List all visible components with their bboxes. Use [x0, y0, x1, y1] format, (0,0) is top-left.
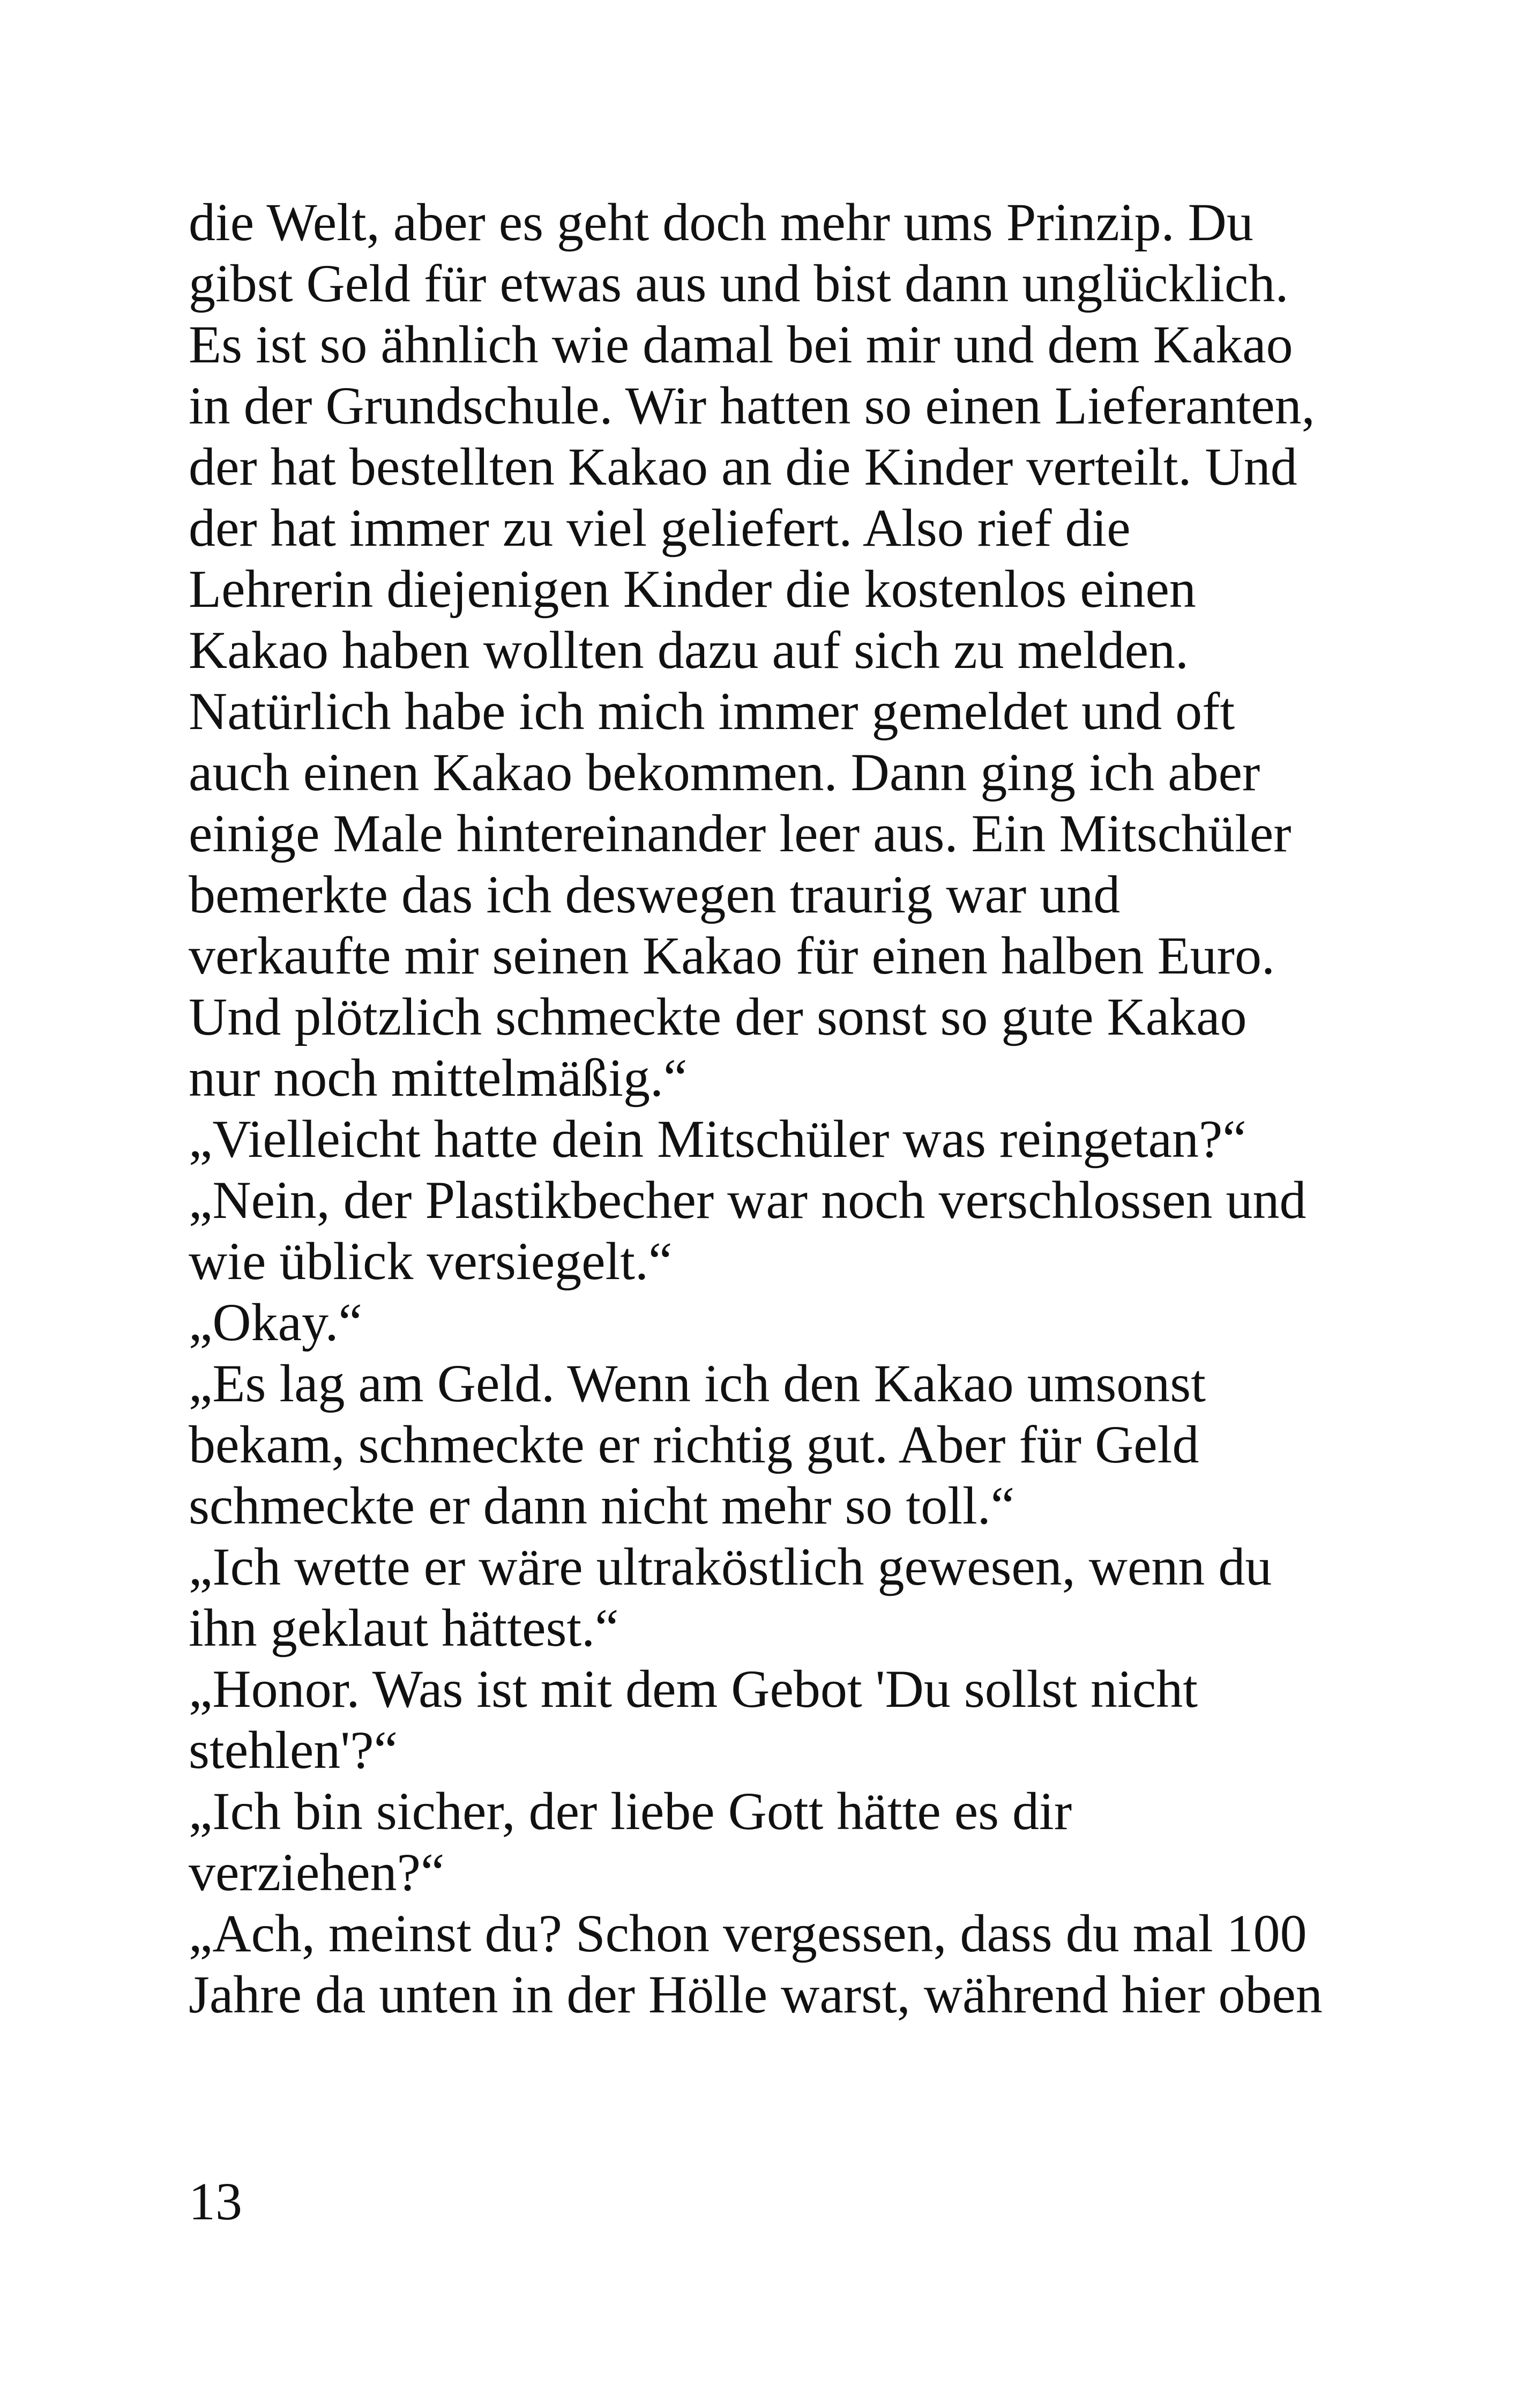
text-line: „Nein, der Plastikbecher war noch verschlossen und [189, 1170, 1307, 1230]
body-text [189, 192, 1410, 2025]
text-line: Natürlich habe ich mich immer gemeldet und oft [189, 681, 1235, 741]
text-line: Jahre da unten in der Hölle warst, während hier oben [189, 1965, 1323, 2024]
text-line: Kakao haben wollten dazu auf sich zu melden. [189, 620, 1189, 680]
text-line: verziehen?“ [189, 1842, 445, 1902]
text-line: in der Grundschule. Wir hatten so einen Lieferanten, [189, 376, 1315, 435]
text-line: „Vielleicht hatte dein Mitschüler was reingetan?“ [189, 1109, 1246, 1169]
text-line: gibst Geld für etwas aus und bist dann unglücklich. [189, 254, 1289, 313]
text-line: stehlen'?“ [189, 1720, 398, 1780]
text-line: einige Male hintereinander leer aus. Ein Mitschüler [189, 804, 1291, 863]
text-line: bekam, schmeckte er richtig gut. Aber für Geld [189, 1415, 1199, 1474]
text-line: „Es lag am Geld. Wenn ich den Kakao umsonst [189, 1354, 1206, 1413]
text-line: wie üblick versiegelt.“ [189, 1231, 673, 1291]
text-line: Lehrerin diejenigen Kinder die kostenlos einen [189, 559, 1196, 619]
text-line: der hat immer zu viel geliefert. Also rief die [189, 498, 1131, 558]
text-line: „Ich bin sicher, der liebe Gott hätte es dir [189, 1781, 1072, 1841]
text-line: ihn geklaut hättest.“ [189, 1598, 619, 1658]
text-line: „Ich wette er wäre ultraköstlich gewesen, wenn du [189, 1537, 1272, 1596]
text-line: die Welt, aber es geht doch mehr ums Prinzip. Du [189, 192, 1253, 252]
text-line: Und plötzlich schmeckte der sonst so gute Kakao [189, 987, 1247, 1046]
text-line: bemerkte das ich deswegen traurig war und [189, 865, 1121, 924]
page-number: 13 [189, 2172, 242, 2231]
text-line: „Okay.“ [189, 1292, 362, 1352]
text-line: „Ach, meinst du? Schon vergessen, dass du mal 100 [189, 1904, 1307, 1963]
text-line: Es ist so ähnlich wie damal bei mir und dem Kakao [189, 315, 1293, 374]
text-line: verkaufte mir seinen Kakao für einen halben Euro. [189, 926, 1275, 985]
text-line: nur noch mittelmäßig.“ [189, 1048, 688, 1108]
text-line: der hat bestellten Kakao an die Kinder verteilt. Und [189, 437, 1297, 496]
text-line: „Honor. Was ist mit dem Gebot 'Du sollst nicht [189, 1659, 1198, 1719]
text-line: auch einen Kakao bekommen. Dann ging ich aber [189, 742, 1260, 802]
text-line: schmeckte er dann nicht mehr so toll.“ [189, 1476, 1015, 1535]
